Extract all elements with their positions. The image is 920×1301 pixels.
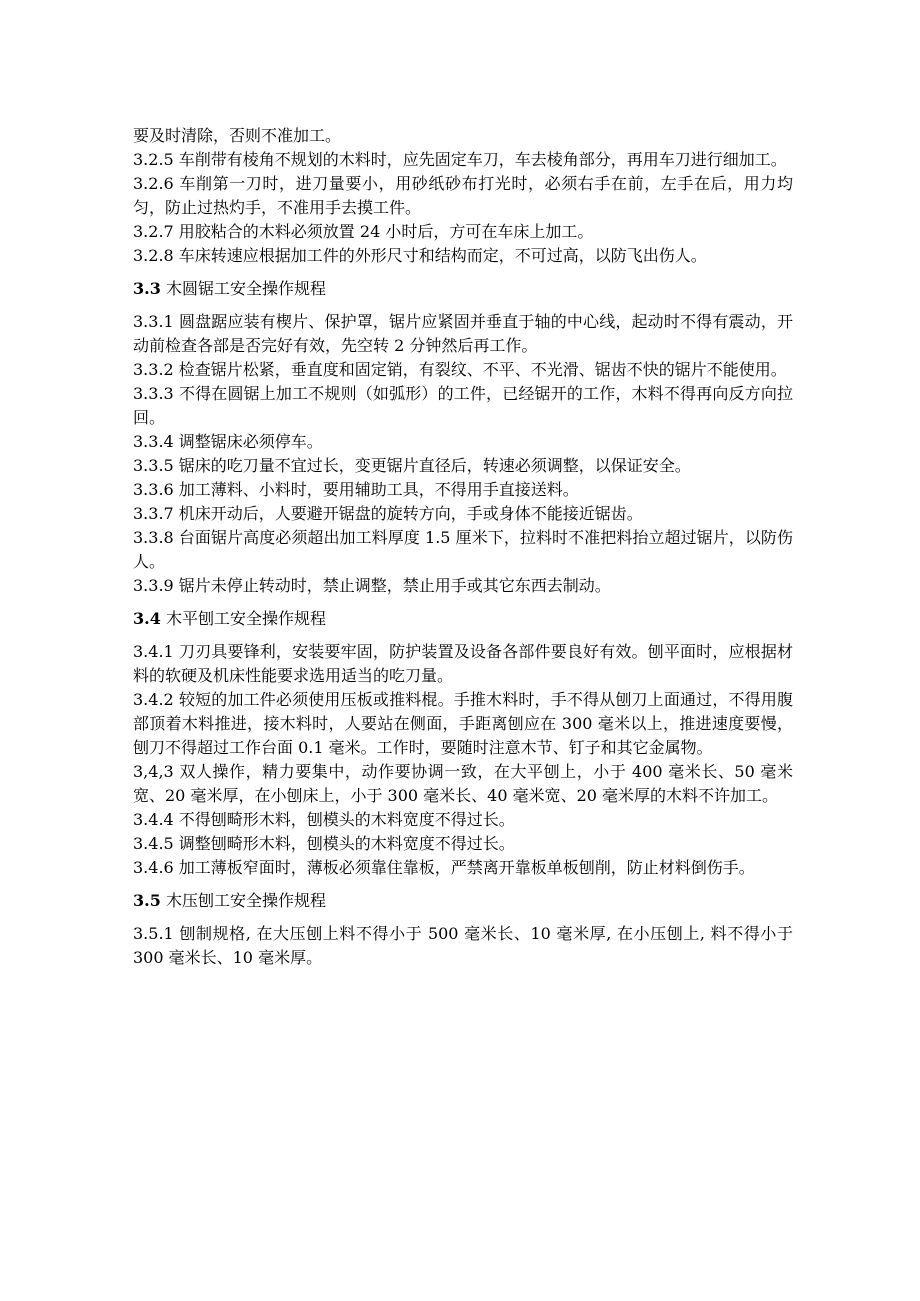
- section-title: 木平刨工安全操作规程: [165, 609, 326, 628]
- paragraph-3-3-4: 3.3.4 调整锯床必须停车。: [133, 432, 323, 451]
- paragraph-3-3-9: 3.3.9 锯片未停止转动时，禁止调整，禁止用手或其它东西去制动。: [133, 576, 611, 595]
- section-number: 3.3: [133, 279, 161, 298]
- section-number: 3.5: [133, 891, 161, 910]
- paragraph-3-2-5: 3.2.5 车削带有棱角不规划的木料时，应先固定车刀，车去棱角部分，再用车刀进行细加工。: [133, 150, 787, 169]
- paragraph-3-3-3: 3.3.3 不得在圆锯上加工不规则（如弧形）的工件，已经锯开的工作，木料不得再向反方向拉回。: [133, 384, 793, 427]
- paragraph-3-2-6: 3.2.6 车削第一刀时，进刀量要小，用砂纸砂布打光时，必须右手在前，左手在后，用力均匀，防止过热灼手，不准用手去摸工件。: [133, 174, 793, 217]
- section-title: 木圆锯工安全操作规程: [165, 279, 326, 298]
- paragraph-3-2-8: 3.2.8 车床转速应根据加工件的外形尺寸和结构而定，不可过高，以防飞出伤人。: [133, 246, 707, 265]
- section-title: 木压刨工安全操作规程: [165, 891, 326, 910]
- paragraph-3-4-1: 3.4.1 刀刃具要锋利，安装要牢固，防护装置及设备各部件要良好有效。刨平面时，应根据材料的软硬及机床性能要求选用适当的吃刀量。: [133, 642, 793, 685]
- section-heading-3-3: [133, 277, 793, 301]
- paragraph-3-2-7: 3.2.7 用胶粘合的木料必须放置 24 小时后，方可在车床上加工。: [133, 222, 594, 241]
- paragraph-3-3-6: 3.3.6 加工薄料、小料时，要用辅助工具，不得用手直接送料。: [133, 480, 579, 499]
- paragraph: 要及时清除，否则不准加工。: [133, 126, 342, 145]
- paragraph-3-3-8: 3.3.8 台面锯片高度必须超出加工料厚度 1.5 厘米下，拉料时不准把料抬立超过锯片，以防伤人。: [133, 528, 793, 571]
- paragraph-3-5-1: 3.5.1 刨制规格, 在大压刨上料不得小于 500 毫米长、10 毫米厚, 在小压刨上, 料不得小于 300 毫米长、10 毫米厚。: [133, 924, 793, 967]
- paragraph-3-4-4: 3.4.4 不得刨畸形木料，刨模头的木料宽度不得过长。: [133, 810, 515, 829]
- section-heading-3-4: [133, 607, 793, 631]
- paragraph-3-4-6: 3.4.6 加工薄板窄面时，薄板必须靠住靠板，严禁离开靠板单板刨削，防止材料倒伤手。: [133, 858, 755, 877]
- paragraph-3-4-2: 3.4.2 较短的加工件必须使用压板或推料棍。手推木料时，手不得从刨刀上面通过，不得用腹部顶着木料推进，接木料时，人要站在侧面，手距离刨应在 300 毫米以上，推进速度要慢，刨刀不得超过工作台面 0.1 毫米。工作时，要随时注意木节、钉子和其它金属物。: [133, 690, 793, 757]
- section-number: 3.4: [133, 609, 161, 628]
- document-body: [133, 124, 793, 970]
- paragraph-3-3-5: 3.3.5 锯床的吃刀量不宜过长，变更锯片直径后，转速必须调整，以保证安全。: [133, 456, 691, 475]
- paragraph-3-3-2: 3.3.2 检查锯片松紧，垂直度和固定销，有裂纹、不平、不光滑、锯齿不快的锯片不能使用。: [133, 360, 787, 379]
- paragraph-3-3-7: 3.3.7 机床开动后，人要避开锯盘的旋转方向，手或身体不能接近锯齿。: [133, 504, 643, 523]
- section-heading-3-5: [133, 889, 793, 913]
- paragraph-3-4-3: 3,4,3 双人操作，精力要集中，动作要协调一致，在大平刨上，小于 400 毫米长、50 毫米宽、20 毫米厚，在小刨床上，小于 300 毫米长、40 毫米宽、20 毫米厚的木料不许加工。: [133, 762, 793, 805]
- paragraph-3-4-5: 3.4.5 调整刨畸形木料，刨模头的木料宽度不得过长。: [133, 834, 515, 853]
- paragraph-3-3-1: 3.3.1 圆盘踞应装有楔片、保护罩，锯片应紧固并垂直于轴的中心线，起动时不得有震动，开动前检查各部是否完好有效，先空转 2 分钟然后再工作。: [133, 312, 793, 355]
